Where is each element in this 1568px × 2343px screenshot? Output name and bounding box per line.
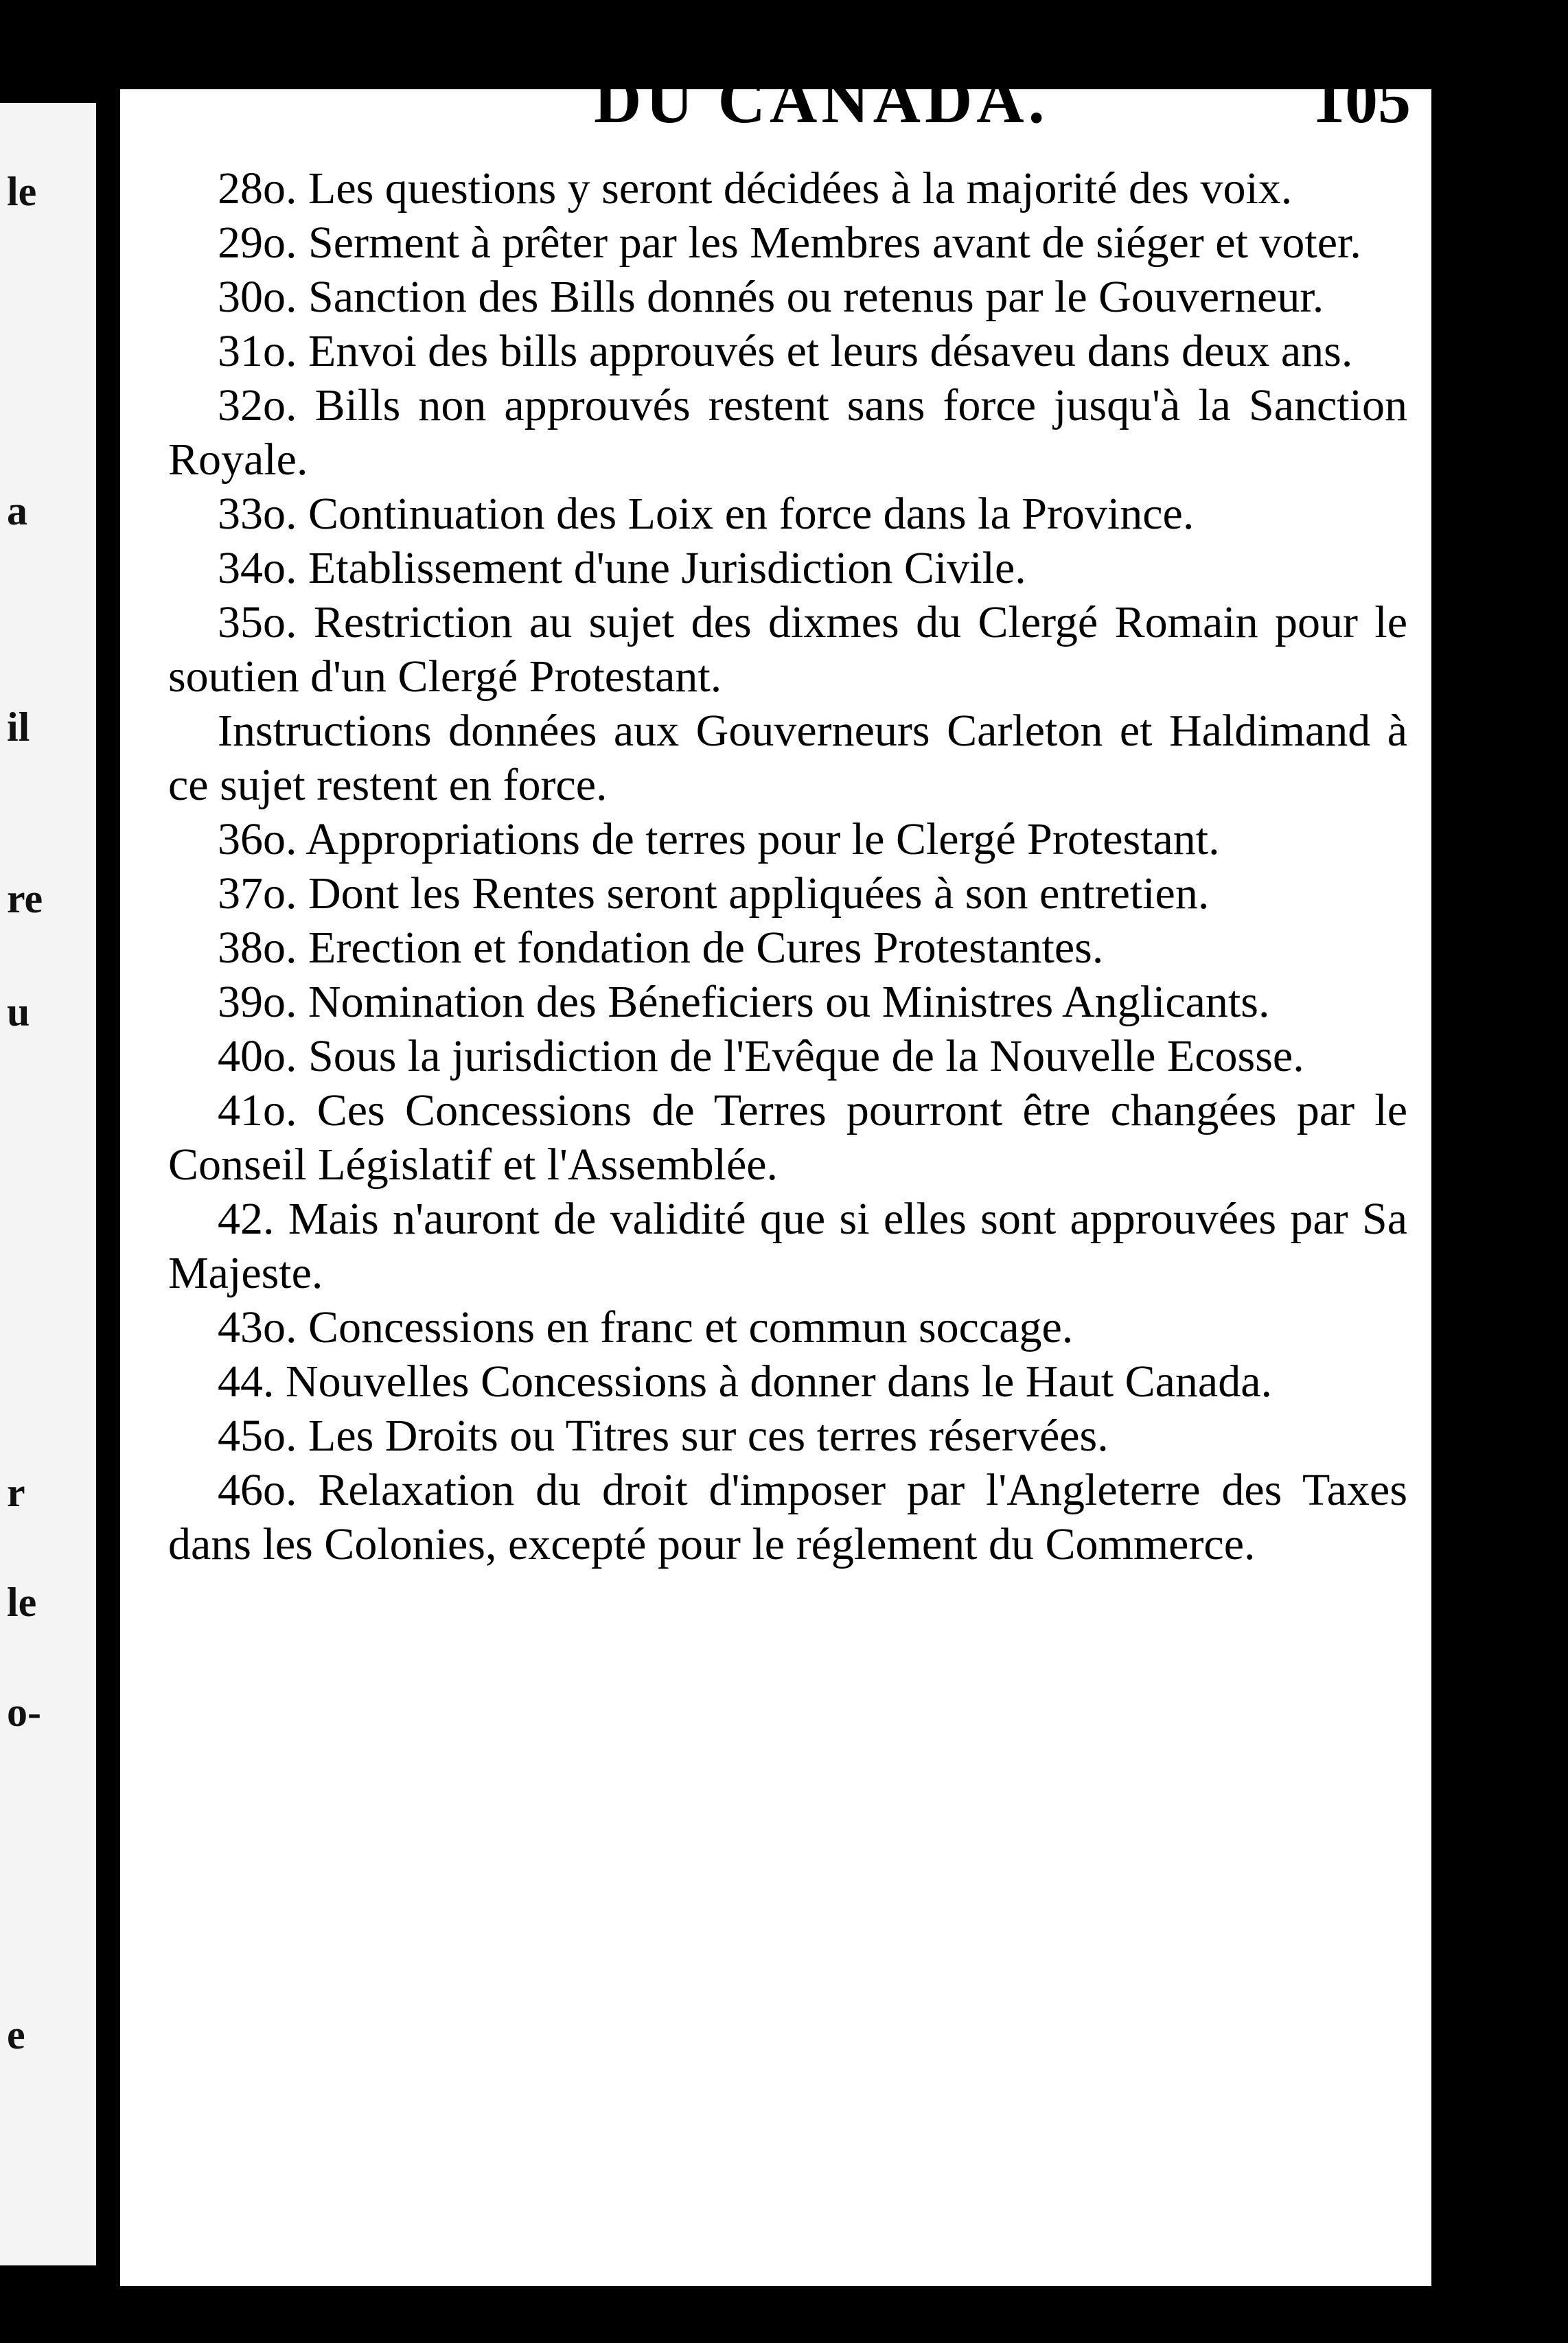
article-43: 43o. Concessions en franc et commun soccage.: [218, 1302, 1074, 1352]
article-37: 37o. Dont les Rentes seront appliquées à son entretien.: [218, 868, 1210, 919]
article-33: 33o. Continuation des Loix en force dans la Province.: [218, 489, 1195, 539]
article-40: 40o. Sous la jurisdiction de l'Evêque de la Nouvelle Ecosse.: [218, 1031, 1304, 1081]
article-46: 46o. Relaxation du droit d'imposer par l'Angleterre des Taxes dans les Colonies, excepté pour le réglement du Commerce.: [168, 1465, 1407, 1569]
article-34: 34o. Etablissement d'une Jurisdiction Civile.: [218, 543, 1026, 593]
article-29: 29o. Serment à prêter par les Membres avant de siéger et voter.: [218, 218, 1361, 268]
article-list: [168, 161, 1407, 1571]
margin-fragment: o-: [7, 1689, 41, 1735]
running-title: DU CANADA.: [594, 63, 1049, 137]
margin-fragment: il: [7, 704, 30, 750]
article-35: 35o. Restriction au sujet des dixmes du Clergé Romain pour le soutien d'un Clergé Protestant.: [168, 597, 1407, 702]
article-32: 32o. Bills non approuvés restent sans force jusqu'à la Sanction Royale.: [168, 380, 1407, 485]
margin-fragment: r: [7, 1470, 25, 1515]
margin-fragment: a: [7, 488, 27, 533]
margin-fragment: re: [7, 876, 43, 921]
margin-fragment: e: [7, 2012, 25, 2057]
instructions-paragraph: Instructions données aux Gouverneurs Carleton et Haldimand à ce sujet restent en force.: [168, 706, 1407, 810]
margin-fragment: le: [7, 169, 37, 214]
article-45: 45o. Les Droits ou Titres sur ces terres réservées.: [218, 1411, 1109, 1461]
margin-fragment: le: [7, 1580, 37, 1625]
article-28: 28o. Les questions y seront décidées à la majorité des voix.: [218, 163, 1293, 213]
article-38: 38o. Erection et fondation de Cures Protestantes.: [218, 923, 1104, 973]
margin-fragment: u: [7, 989, 30, 1035]
article-31: 31o. Envoi des bills approuvés et leurs désaveu dans deux ans.: [218, 326, 1353, 376]
article-44: 44. Nouvelles Concessions à donner dans le Haut Canada.: [218, 1357, 1272, 1407]
adjacent-page-margin: [0, 103, 96, 2265]
article-36: 36o. Appropriations de terres pour le Clergé Protestant.: [218, 814, 1220, 864]
article-30: 30o. Sanction des Bills donnés ou retenus par le Gouverneur.: [218, 272, 1324, 322]
page-number: 105: [1312, 63, 1411, 137]
article-42: 42. Mais n'auront de validité que si elles sont approuvées par Sa Majeste.: [168, 1194, 1407, 1298]
article-41: 41o. Ces Concessions de Terres pourront être changées par le Conseil Législatif et l'Assemblée.: [168, 1085, 1407, 1190]
article-39: 39o. Nomination des Béneficiers ou Ministres Anglicants.: [218, 977, 1270, 1027]
book-page: [120, 63, 1431, 2286]
